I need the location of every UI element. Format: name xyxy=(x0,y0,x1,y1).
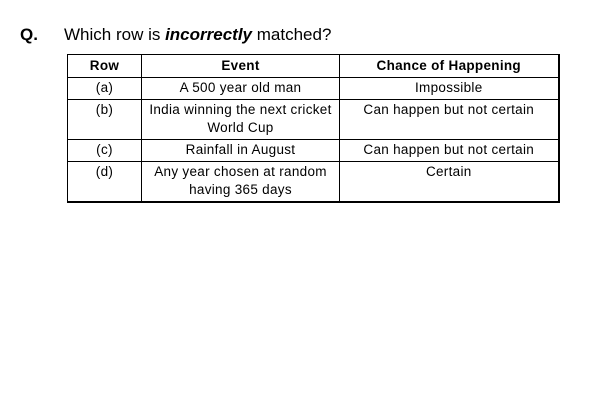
row-id: (d) xyxy=(68,162,142,203)
row-event: India winning the next cricket World Cup xyxy=(142,100,340,140)
question-text-start: Which row is xyxy=(64,25,166,44)
row-id: (a) xyxy=(68,78,142,100)
table-row xyxy=(68,78,559,100)
row-chance: Impossible xyxy=(340,78,559,100)
table-row xyxy=(68,140,559,162)
row-id: (c) xyxy=(68,140,142,162)
question-label: Q. xyxy=(20,25,38,44)
question-emphasis: incorrectly xyxy=(165,25,253,44)
table-header-row xyxy=(68,55,559,78)
row-chance: Certain xyxy=(340,162,559,203)
table-row xyxy=(68,162,559,203)
row-event: A 500 year old man xyxy=(142,78,340,100)
row-event: Rainfall in August xyxy=(142,140,340,162)
question xyxy=(20,25,331,45)
header-event: Event xyxy=(142,55,340,78)
question-text-end: matched? xyxy=(252,25,332,44)
row-event: Any year chosen at random having 365 days xyxy=(142,162,340,203)
matching-table xyxy=(67,54,560,203)
row-id: (b) xyxy=(68,100,142,140)
header-chance: Chance of Happening xyxy=(340,55,559,78)
table-row xyxy=(68,100,559,140)
header-row: Row xyxy=(68,55,142,78)
row-chance: Can happen but not certain xyxy=(340,140,559,162)
row-chance: Can happen but not certain xyxy=(340,100,559,140)
